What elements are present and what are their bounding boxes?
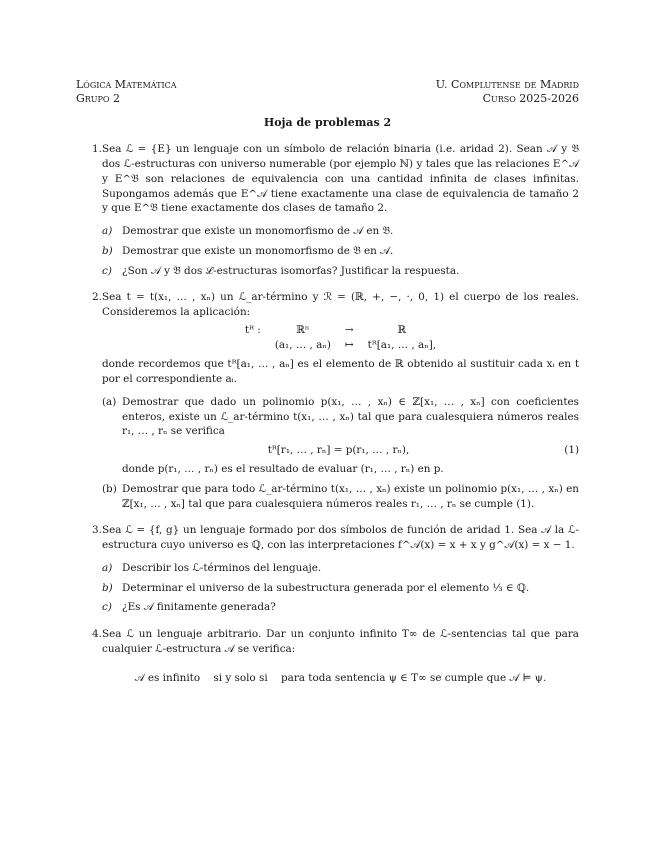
problem-statement: Sea ℒ un lenguaje arbitrario. Dar un conjunto infinito T∞ de ℒ-sentencias tal que para cualquier ℒ-estructura 𝒜 se verifica: (102, 628, 579, 655)
display-connective: si y solo si (213, 671, 268, 684)
problem-remark: donde recordemos que tᴿ[a₁, … , aₙ] es el elemento de ℝ obtenido al sustituir cada xᵢ en t por el correspondiente aᵢ. (102, 358, 579, 386)
subquestion-list (102, 224, 579, 278)
subquestion-text: ¿Es 𝒜 finitamente generada? (122, 601, 276, 614)
problem-number: 2. (92, 291, 102, 304)
subquestion-b (102, 244, 579, 259)
subquestion-text: Demostrar que existe un monomorfismo de 𝔅 en 𝒜. (122, 244, 394, 257)
map-domain: ℝⁿ (296, 323, 310, 336)
equation-number: (1) (564, 444, 579, 457)
page-header (76, 78, 579, 107)
sheet-title: Hoja de problemas 2 (263, 115, 392, 129)
subquestion-label: b) (102, 244, 113, 257)
subquestion-text: Determinar el universo de la subestructura generada por el elemento ⅓ ∈ ℚ. (122, 581, 530, 594)
map-name: tᴿ : (244, 323, 261, 336)
equation-body: tᴿ[r₁, … , rₙ] = p(r₁, … , rₙ), (267, 444, 410, 457)
problem-number: 1. (92, 143, 102, 156)
subquestion-label: c) (102, 601, 112, 614)
subquestion-b (102, 581, 579, 596)
map-definition (102, 323, 579, 353)
arrow-icon: → (344, 323, 354, 336)
problem-1 (76, 142, 579, 278)
problem-4 (76, 627, 579, 685)
equation-1 (122, 443, 579, 458)
problem-number: 4. (92, 628, 102, 641)
academic-year: Curso 2025-2026 (482, 92, 579, 106)
subquestion-b (102, 482, 579, 512)
subquestion-a (102, 224, 579, 239)
problem-statement: Sea t = t(x₁, … , xₙ) un ℒ_ar-término y ℛ = (ℝ, +, −, ·, 0, 1) el cuerpo de los reales. Consideremos la aplicación: (102, 291, 579, 319)
problem-number: 3. (92, 524, 102, 537)
map-image: tᴿ[a₁, … , aₙ], (367, 338, 437, 351)
subquestion-c (102, 264, 579, 279)
subquestion-c (102, 600, 579, 615)
university-name: U. Complutense de Madrid (435, 78, 579, 91)
subquestion-list (102, 395, 579, 511)
subquestion-list (102, 561, 579, 615)
problem-statement: Sea ℒ = {f, g} un lenguaje formado por dos símbolos de función de aridad 1. Sea 𝒜 la ℒ-estructura cuyo universo es ℚ, con las interpretaciones f^𝒜(x) = x + x y g^𝒜(x) = x − 1. (102, 524, 579, 552)
subquestion-text: Demostrar que dado un polinomio p(x₁, … , xₙ) ∈ ℤ[x₁, … , xₙ] con coeficientes enteros, existe un ℒ_ar-término t(x₁, … , xₙ) tal que para cualesquiera números reales r₁, … , rₙ se verifica (122, 395, 579, 438)
problem-3 (76, 523, 579, 615)
subquestion-label: (a) (102, 395, 117, 408)
problem-statement: Sea ℒ = {E} un lenguaje con un símbolo de relación binaria (i.e. aridad 2). Sean 𝒜 y 𝔅 dos ℒ-estructuras con universo numerable (por ejemplo ℕ) y tales que las relaciones E^𝒜 y E^𝔅 son relaciones de equivalencia con una cantidad infinita de clases infinitas. Supongamos además que E^𝒜 tiene exactamente una clase de equivalencia de tamaño 2 y que E^𝔅 tiene exactamente dos clases de tamaño 2. (102, 143, 579, 215)
header-left (76, 78, 177, 107)
map-argument: (a₁, … , aₙ) (274, 338, 331, 351)
mapsto-icon: ↦ (344, 338, 354, 351)
subquestion-label: b) (102, 581, 113, 594)
subquestion-label: a) (102, 225, 113, 238)
subquestion-text: Describir los ℒ-términos del lenguaje. (122, 561, 322, 574)
course-name: Lógica Matemática (76, 78, 177, 91)
subquestion-a (102, 561, 579, 576)
problem-2 (76, 290, 579, 511)
subquestion-text: Demostrar que para todo ℒ_ar-término t(x₁, … , xₙ) existe un polinomio p(x₁, … , xₙ) en ℤ[x₁, … , xₙ] tal que para cualesquiera números reales r₁, … , rₙ se cumple (1). (122, 482, 579, 510)
subquestion-text: Demostrar que existe un monomorfismo de 𝒜 en 𝔅. (122, 225, 394, 238)
group-name: Grupo 2 (76, 92, 120, 106)
map-codomain: ℝ (397, 323, 407, 336)
display-left: 𝒜 es infinito (134, 671, 201, 684)
display-right: para toda sentencia ψ ∈ T∞ se cumple que 𝒜 ⊨ ψ. (280, 671, 547, 684)
problem-sheet (76, 78, 579, 685)
subquestion-label: (b) (102, 482, 117, 495)
subquestion-label: a) (102, 561, 113, 574)
subquestion-a (102, 395, 579, 477)
subquestion-tail: donde p(r₁, … , rₙ) es el resultado de evaluar (r₁, … , rₙ) en p. (122, 462, 444, 475)
header-right (436, 78, 579, 107)
subquestion-text: ¿Son 𝒜 y 𝔅 dos ℒ-estructuras isomorfas? Justificar la respuesta. (122, 264, 460, 277)
subquestion-label: c) (102, 264, 112, 277)
displayed-statement (102, 671, 579, 686)
